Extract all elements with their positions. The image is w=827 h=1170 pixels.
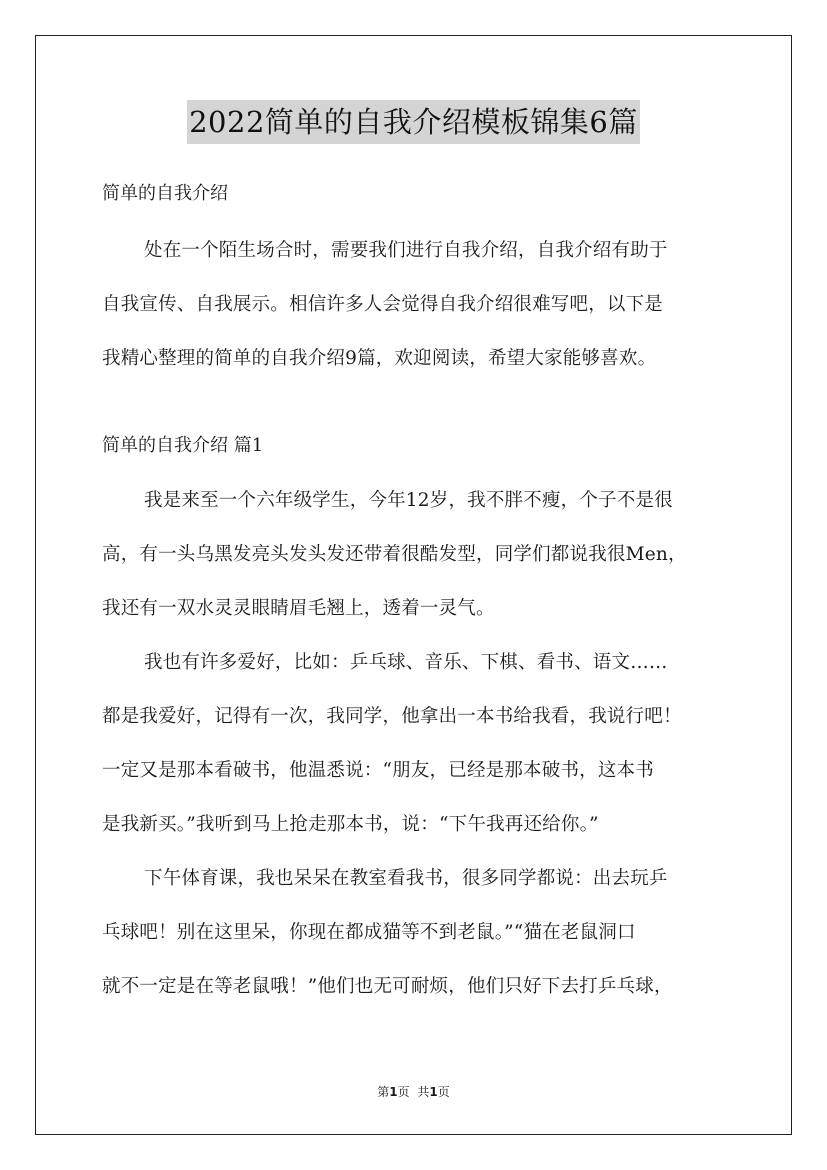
total-pages: 1 [429, 1085, 438, 1099]
paragraph-line: 我也有许多爱好，比如：乒乓球、音乐、下棋、看书、语文…… [144, 652, 668, 673]
intro-line: 自我宣传、自我展示。相信许多人会觉得自我介绍很难写吧，以下是 [102, 294, 664, 315]
total-prefix: 共 [417, 1085, 430, 1099]
paragraph-line: 一定又是那本看破书，他温悉说：“朋友，已经是那本破书，这本书 [102, 760, 654, 781]
document-title: 2022简单的自我介绍模板锦集6篇 [187, 100, 640, 144]
paragraph-line: 我还有一双水灵灵眼睛眉毛翘上，透着一灵气。 [102, 598, 495, 619]
section1-paragraph-3 [102, 852, 732, 1014]
intro-paragraph [102, 224, 732, 386]
document-body [102, 170, 732, 1014]
page-unit: 页 [397, 1085, 410, 1099]
section1-heading: 简单的自我介绍 篇1 [102, 435, 264, 456]
paragraph-line: 是我新买。”我听到马上抢走那本书，说：“下午我再还给你。” [102, 814, 599, 835]
page-number: 1 [389, 1085, 398, 1099]
section1-paragraph-1 [102, 474, 732, 636]
paragraph-line: 就不一定是在等老鼠哦！”他们也无可耐烦，他们只好下去打乒乓球， [102, 976, 673, 997]
intro-line: 我精心整理的简单的自我介绍9篇，欢迎阅读，希望大家能够喜欢。 [102, 348, 657, 369]
intro-heading: 简单的自我介绍 [102, 183, 228, 204]
title-container [0, 100, 827, 144]
page-footer [0, 1083, 827, 1100]
paragraph-line: 我是来至一个六年级学生，今年12岁，我不胖不瘦，个子不是很 [144, 490, 673, 511]
section1-paragraph-2 [102, 636, 732, 852]
paragraph-line: 高，有一头乌黑发亮头发头发还带着很酷发型，同学们都说我很Men， [102, 544, 687, 565]
paragraph-line: 都是我爱好，记得有一次，我同学，他拿出一本书给我看，我说行吧！ [102, 706, 682, 727]
page-prefix: 第 [377, 1085, 390, 1099]
intro-line: 处在一个陌生场合时，需要我们进行自我介绍，自我介绍有助于 [144, 240, 668, 261]
total-unit: 页 [437, 1085, 450, 1099]
paragraph-line: 下午体育课，我也呆呆在教室看我书，很多同学都说：出去玩乒 [144, 868, 668, 889]
paragraph-line: 乓球吧！别在这里呆，你现在都成猫等不到老鼠。”“猫在老鼠洞口 [102, 922, 636, 943]
